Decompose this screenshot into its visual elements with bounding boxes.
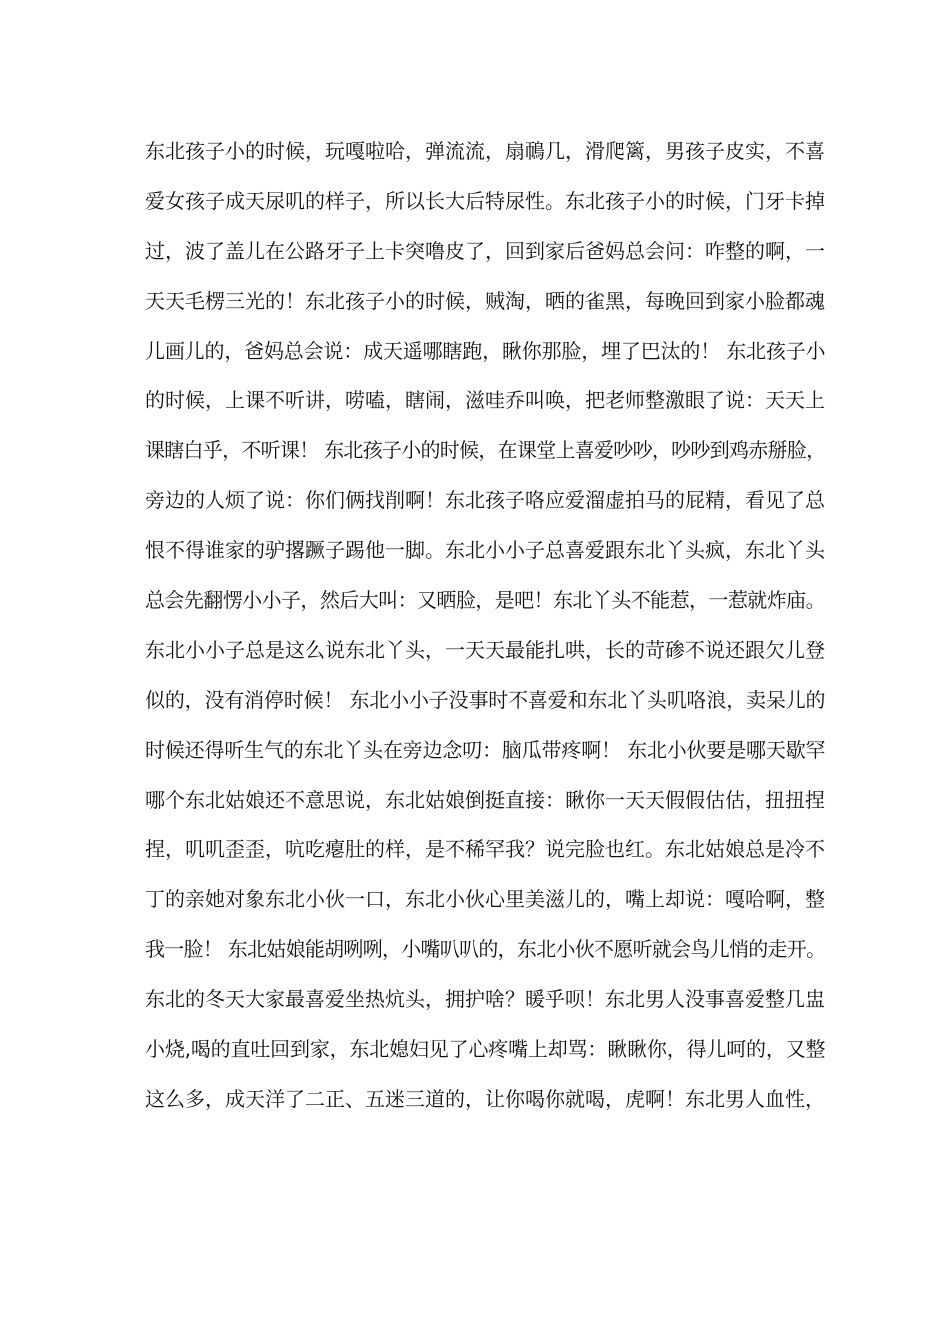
text-line: 我一脸！ 东北姑娘能胡咧咧，小嘴叭叭的，东北小伙不愿听就会鸟儿悄的走开。 [145,937,826,962]
text-line: 儿画儿的，爸妈总会说：成天遥哪瞎跑，瞅你那脸，埋了巴汰的！ 东北孩子小 [145,338,826,363]
text-line: 东北小小子总是这么说东北丫头，一天天最能扎哄，长的苛碜不说还跟欠儿登 [145,637,825,662]
text-line: 时候还得听生气的东北丫头在旁边念叨：脑瓜带疼啊！ 东北小伙要是哪天歇罕 [145,737,826,762]
text-line: 课瞎白乎，不听课！ 东北孩子小的时候，在课堂上喜爱吵吵，吵吵到鸡赤掰脸， [145,438,826,463]
body-paragraph [145,131,825,1129]
text-line: 天天毛楞三光的！东北孩子小的时候，贼淘，晒的雀黑，每晚回到家小脸都魂 [145,288,825,313]
text-line: 爱女孩子成天尿叽的样子，所以长大后特尿性。东北孩子小的时候，门牙卡掉 [145,188,825,213]
text-line: 旁边的人烦了说：你们俩找削啊！东北孩子咯应爱溜虚拍马的屁精，看见了总 [145,488,825,513]
text-line: 捏，叽叽歪歪，吭吃瘪肚的样，是不稀罕我？说完脸也红。东北姑娘总是冷不 [145,837,825,862]
text-line: 过，波了盖儿在公路牙子上卡突噜皮了，回到家后爸妈总会问：咋整的啊，一 [145,238,825,263]
text-line: 东北孩子小的时候，玩嘎啦哈，弹流流，扇鳾几，滑爬篱，男孩子皮实，不喜 [145,139,825,163]
text-line: 似的，没有消停时候！ 东北小小子没事时不喜爱和东北丫头叽咯浪，卖呆儿的 [145,687,826,712]
text-line: 丁的亲她对象东北小伙一口，东北小伙心里美滋儿的，嘴上却说：嘎哈啊，整 [145,887,825,912]
text-line: 哪个东北姑娘还不意思说，东北姑娘倒挺直接：瞅你一天天假假估估，扭扭捏 [145,787,825,812]
text-line: 小烧,喝的直吐回到家，东北媳妇见了心疼嘴上却骂：瞅瞅你，得儿呵的，又整 [145,1037,826,1062]
text-line: 东北的冬天大家最喜爱坐热炕头，拥护啥？暖乎呗！东北男人没事喜爱整几盅 [145,987,825,1012]
text-line: 的时候，上课不听讲，唠嗑，瞎闹，滋哇乔叫唤，把老师整激眼了说：天天上 [145,388,825,413]
text-line: 这么多，成天洋了二正、五迷三道的，让你喝你就喝，虎啊！东北男人血性， [145,1086,825,1111]
text-line: 总会先翻愣小小子，然后大叫：又晒脸，是吧！东北丫头不能惹，一惹就炸庙。 [145,588,825,613]
text-line: 恨不得谁家的驴撂蹶子踢他一脚。东北小小子总喜爱跟东北丫头疯，东北丫头 [145,538,825,563]
